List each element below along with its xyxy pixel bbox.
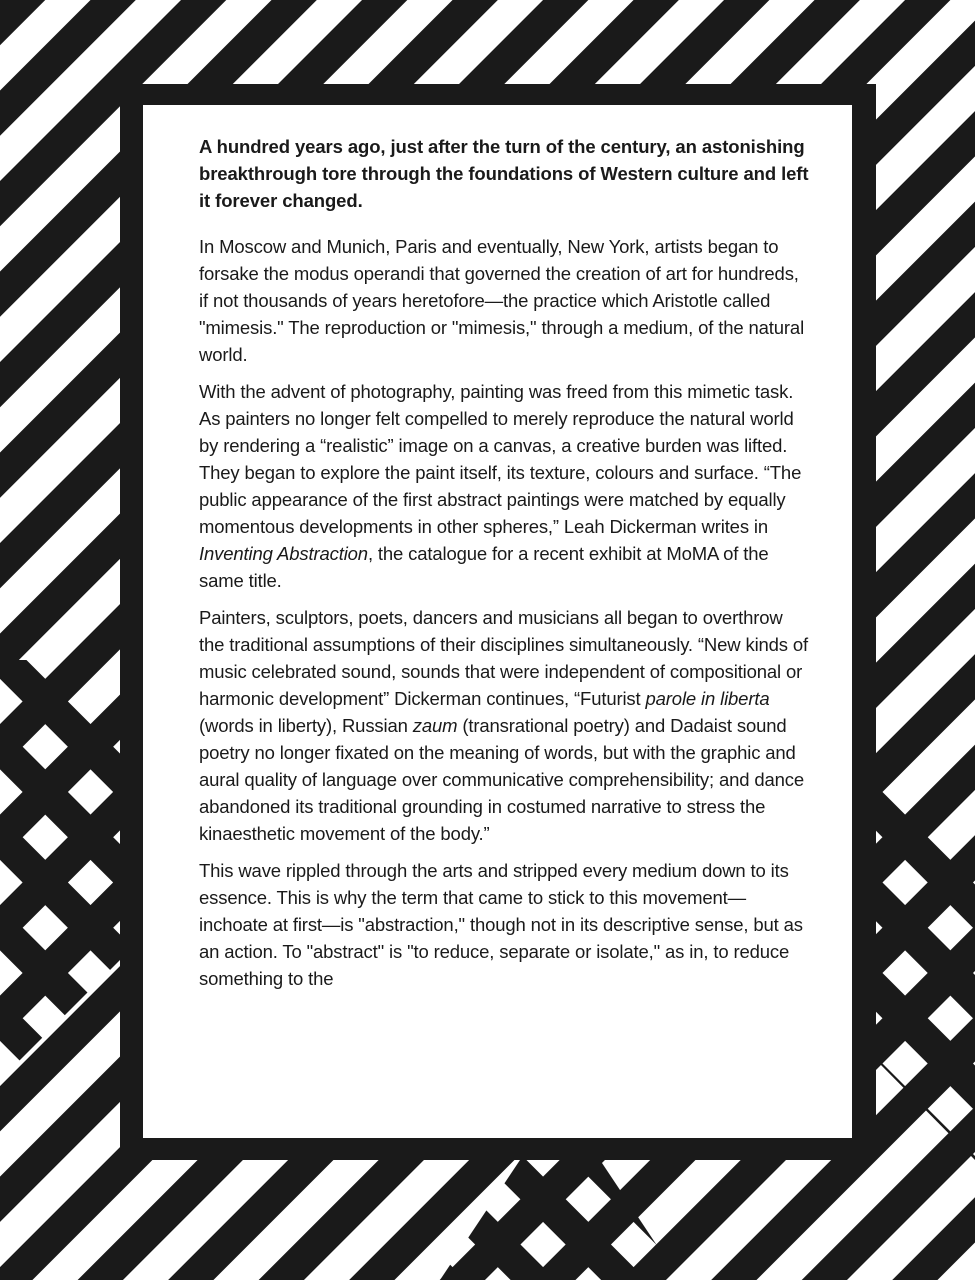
article-panel	[143, 105, 852, 1138]
paragraph-3-text-c: (words in liberty), Russian	[199, 715, 413, 736]
book-title: Inventing Abstraction	[199, 543, 368, 564]
article-paragraph-3	[199, 604, 810, 847]
paragraph-3-text-e: (transrational poetry) and Dadaist sound poetry no longer fixated on the meaning of words, but with the graphic and aural quality of language over communicative comprehensibility; and dance abandoned its traditional grounding in costumed narrative to stress the kinaesthetic movement of the body.”	[199, 715, 805, 844]
article-paragraph-4: This wave rippled through the arts and stripped every medium down to its essence. This is why the term that came to stick to this movement—inchoate at first—is "abstraction," though not in its descriptive sense, but as an action. To "abstract" is "to reduce, separate or isolate," as in, to reduce something to the	[199, 860, 803, 989]
paragraph-2-text-a: With the advent of photography, painting was freed from this mimetic task. As painters no longer felt compelled to merely reproduce the natural world by rendering a “realistic” image on a canvas, a creative burden was lifted. They began to explore the paint itself, its texture, colours and surface. “The public appearance of the first abstract paintings were matched by equally momentous developments in other spheres,” Leah Dickerman writes in	[199, 381, 802, 537]
term-parole-in-liberta: parole in liberta	[645, 688, 770, 709]
term-zaum: zaum	[412, 715, 458, 736]
paragraph-2-text-c: , the catalogue for a recent exhibit at MoMA of the same title.	[199, 543, 769, 591]
article-paragraph-2	[199, 378, 810, 594]
article-paragraph-1: In Moscow and Munich, Paris and eventually, New York, artists began to forsake the modus operandi that governed the creation of art for hundreds, if not thousands of years heretofore—the practice which Aristotle called "mimesis." The reproduction or "mimesis," through a medium, of the natural world.	[199, 236, 805, 365]
paragraph-3-text-a: Painters, sculptors, poets, dancers and musicians all began to overthrow the traditional assumptions of their disciplines simultaneously. “New kinds of music celebrated sound, sounds that were independent of compositional or harmonic development” Dickerman continues, “Futurist	[199, 607, 809, 709]
article-lead: A hundred years ago, just after the turn of the century, an astonishing breakthrough tore through the foundations of Western culture and left it forever changed.	[199, 136, 809, 211]
